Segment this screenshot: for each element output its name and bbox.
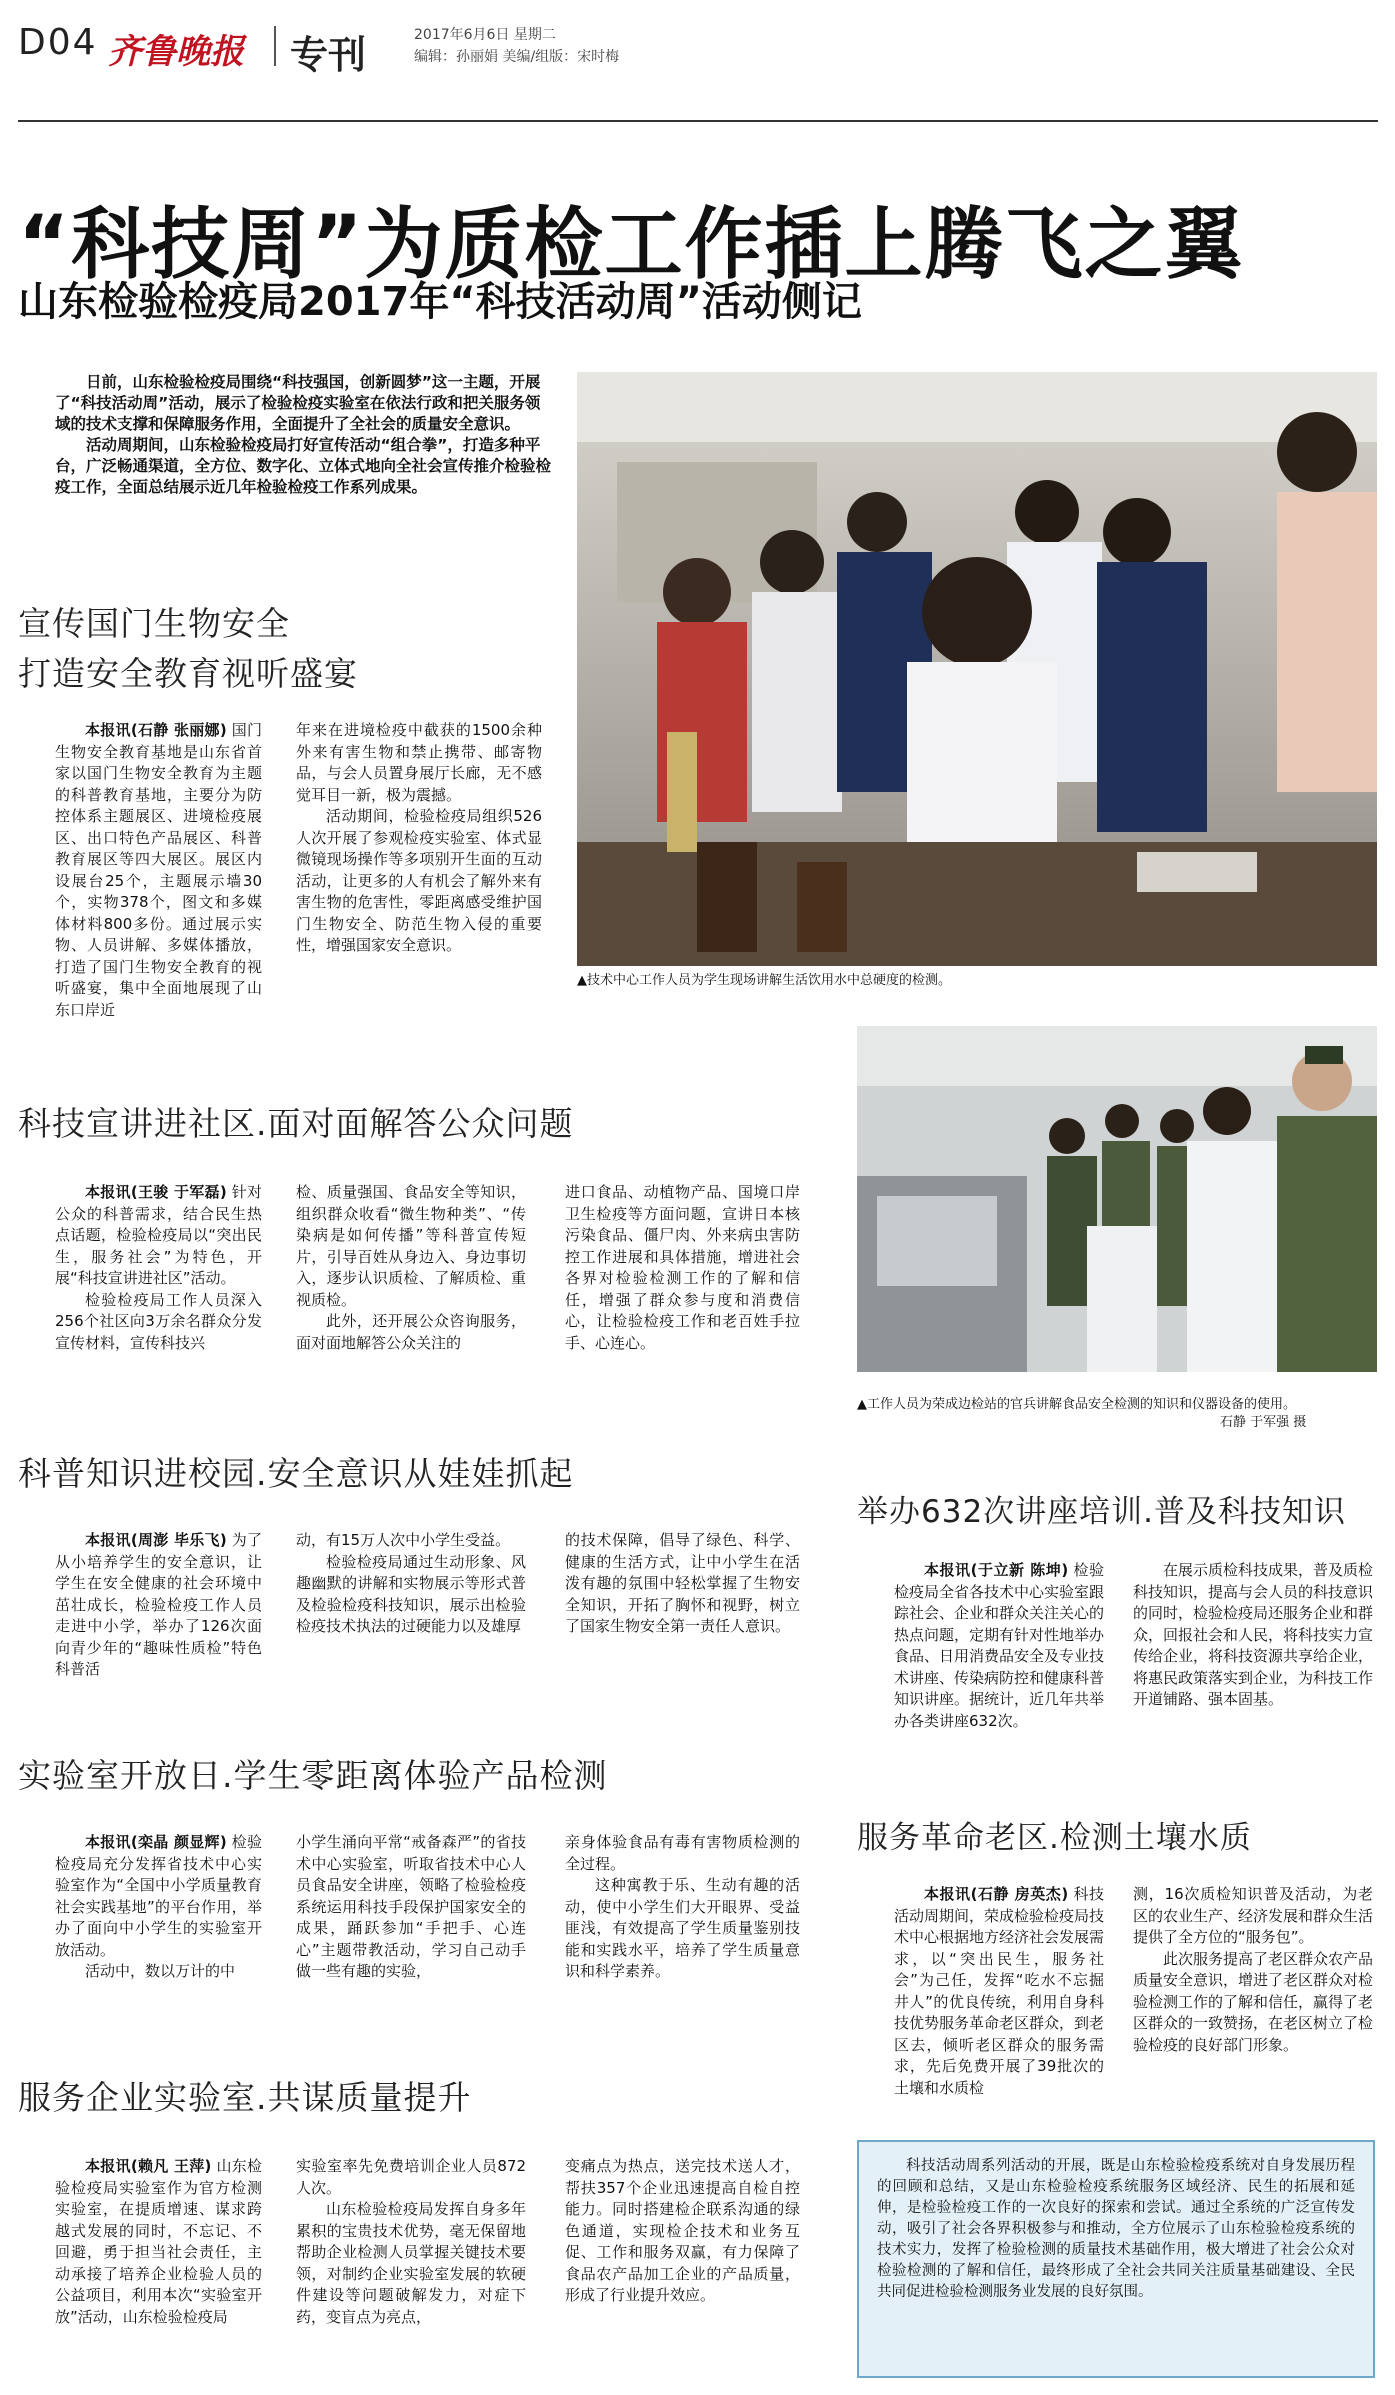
paragraph: 进口食品、动植物产品、国境口岸卫生检疫等方面问题，宣讲日本核污染食品、僵尸肉、外来病虫害防控工作进展和具体措施，增进社会各界对检验检测工作的了解和信任，增强了群众参与度和消费信心，让检验检疫工作和老百姓手拉手、心连心。: [565, 1183, 800, 1352]
border-guards-photo: [857, 1026, 1377, 1372]
article-column: [1133, 1884, 1373, 2056]
article-column: [55, 1182, 262, 1354]
section-title: 服务企业实验室.共谋质量提升: [18, 2078, 472, 2117]
article-column: [55, 1530, 262, 1681]
dateline: 本报讯(栾晶 颜显辉): [85, 1833, 227, 1851]
issue-date: 2017年6月6日 星期二: [414, 27, 556, 43]
section-title: 科技宣讲进社区.面对面解答公众问题: [18, 1104, 574, 1143]
article-column: [565, 2156, 800, 2307]
dateline: 本报讯(石静 房英杰): [924, 1885, 1069, 1903]
dateline: 本报讯(于立新 陈坤): [924, 1561, 1069, 1579]
paper-name: 齐鲁晚报: [108, 32, 244, 72]
paragraph: 实验室率先免费培训企业人员872人次。: [296, 2157, 526, 2197]
article-column: [296, 720, 542, 957]
paragraph: 测，16次质检知识普及活动，为老区的农业生产、经济发展和群众生活提供了全方位的“服务包”。: [1133, 1885, 1374, 1946]
masthead: [18, 22, 1378, 76]
paragraph: 在展示质检科技成果，普及质检科技知识，提高与会人员的科技意识的同时，检验检疫局还服务企业和群众，回报社会和人民，将科技实力宣传给企业，将科技资源共享给企业，将惠民政策落实到企业，为科技工作开道铺路、强本固基。: [1133, 1561, 1374, 1708]
photo2-caption: ▲工作人员为荣成边检站的官兵讲解食品安全检测的知识和仪器设备的使用。: [857, 1397, 1296, 1412]
paragraph: 这种寓教于乐、生动有趣的活动，使中小学生们大开眼界、受益匪浅，有效提高了学生质量鉴别技能和实践水平，培养了学生质量意识和科学素养。: [565, 1876, 800, 1980]
section-title: 科普知识进校园.安全意识从娃娃抓起: [18, 1454, 574, 1493]
section-title: 服务革命老区.检测土壤水质: [857, 1820, 1252, 1856]
article-column: [296, 1832, 526, 1983]
lead-paragraph: 活动周期间，山东检验检疫局打好宣传活动“组合拳”，打造多种平台，广泛畅通渠道，全方位、数字化、立体式地向全社会宣传推介检验检疫工作，全面总结展示近几年检验检疫工作系列成果。: [55, 436, 552, 496]
top-rule: [18, 120, 1378, 122]
article-column: [296, 2156, 526, 2328]
editor-credits: 编辑：孙丽娟 美编/组版：宋时梅: [414, 49, 620, 65]
paragraph: 本报讯(于立新 陈坤) 检验检疫局全省各技术中心实验室跟踪社会、企业和群众关注关心的热点问题，定期有针对性地举办食品、日用消费品安全及专业技术讲座、传染病防控和健康科普知识讲座。据统计，近几年共举办各类讲座632次。: [894, 1561, 1105, 1730]
section-name: 专刊: [290, 33, 367, 77]
dateline: 本报讯(周澎 毕乐飞): [85, 1531, 227, 1549]
summary-box: 科技活动周系列活动的开展，既是山东检验检疫系统对自身发展历程的回顾和总结，又是山东检验检疫系统服务区域经济、民生的拓展和延伸，是检验检疫工作的一次良好的探索和尝试。通过全系统的广泛宣传发动，吸引了社会各界积极参与和推动，全方位展示了山东检验检疫系统的技术实力，发挥了检验检测的质量技术基础作用，极大增进了社会公众对检验检测的了解和信任，最终形成了全社会共同关注质量基础建设、全民共同促进检验检测服务业发展的良好氛围。: [857, 2140, 1375, 2378]
paragraph: 检验检疫局通过生动形象、风趣幽默的讲解和实物展示等形式普及检验检疫科技知识，展示出检验检疫技术执法的过硬能力以及雄厚: [296, 1552, 526, 1635]
paragraph: 小学生涌向平常“戒备森严”的省技术中心实验室，听取省技术中心人员食品安全讲座，领略了检验检疫系统运用科技手段保护国家安全的成果，踊跃参加“手把手、心连心”主题带教活动，学习自己动手做一些有趣的实验，: [296, 1833, 526, 1980]
article-column: [296, 1182, 526, 1354]
paragraph: 活动期间，检验检疫局组织526人次开展了参观检疫实验室、体式显微镜现场操作等多项别开生面的互动活动，让更多的人有机会了解外来有害生物的危害性，零距离感受维护国门生物安全、防范生物入侵的重要性，增强国家安全意识。: [296, 807, 542, 954]
section-title: 宣传国门生物安全: [18, 604, 290, 643]
section-title: 打造安全教育视听盛宴: [18, 654, 358, 693]
paragraph: 此次服务提高了老区群众农产品质量安全意识，增进了老区群众对检验检测工作的了解和信任，赢得了老区群众的一致赞扬，在老区树立了检验检疫的良好部门形象。: [1133, 1949, 1374, 2054]
lab-students-photo: [577, 372, 1377, 966]
dateline: 本报讯(赖凡 王萍): [85, 2157, 212, 2175]
article-column: [296, 1530, 526, 1638]
paragraph: 检、质量强国、食品安全等知识，组织群众收看“微生物种类”、“传染病是如何传播”等科普宣传短片，引导百姓从身边入、身边事切入，逐步认识质检、了解质检、重视质检。: [296, 1183, 526, 1309]
article-column: [55, 1832, 262, 1983]
paragraph: 亲身体验食品有毒有害物质检测的全过程。: [565, 1833, 800, 1873]
paragraph: 变痛点为热点，送完技术送人才，帮扶357个企业迅速提高自检自控能力。同时搭建检企联系沟通的绿色通道，实现检企技术和业务互促、工作和服务双赢，有力保障了食品农产品加工企业的产品质量，形成了行业提升效应。: [565, 2157, 800, 2304]
article-column: [1133, 1560, 1373, 1711]
paragraph: 本报讯(王骏 于军磊) 针对公众的科普需求，结合民生热点话题，检验检疫局以“突出民生，服务社会”为特色，开展“科技宣讲进社区”活动。: [55, 1183, 262, 1287]
dateline: 本报讯(石静 张丽娜): [85, 721, 227, 739]
article-column: [565, 1832, 800, 1983]
paragraph: 山东检验检疫局发挥自身多年累积的宝贵技术优势，毫无保留地帮助企业检测人员掌握关键技术要领，对制约企业实验室发展的软硬件建设等问题破解发力，对症下药，变盲点为亮点，: [296, 2200, 526, 2326]
paragraph: 活动中，数以万计的中: [85, 1962, 236, 1980]
dateline: 本报讯(王骏 于军磊): [85, 1183, 227, 1201]
paragraph: 本报讯(周澎 毕乐飞) 为了从小培养学生的安全意识，让学生在安全健康的社会环境中茁壮成长，检验检疫工作人员走进中小学，举办了126次面向青少年的“趣味性质检”特色科普活: [55, 1531, 262, 1678]
section-title: 实验室开放日.学生零距离体验产品检测: [18, 1756, 608, 1795]
article-column: [565, 1530, 800, 1638]
article-column: [55, 2156, 262, 2328]
lead-paragraph: 日前，山东检验检疫局围绕“科技强国，创新圆梦”这一主题，开展了“科技活动周”活动，展示了检验检疫实验室在依法行政和把关服务领域的技术支撑和保障服务作用，全面提升了全社会的质量安全意识。: [55, 373, 541, 433]
section-title: 举办632次讲座培训.普及科技知识: [857, 1494, 1347, 1530]
paragraph: 本报讯(石静 张丽娜) 国门生物安全教育基地是山东省首家以国门生物安全教育为主题的科普教育基地，主要分为防控体系主题展区、进境检疫展区、出口特色产品展区、科普教育展区等四大展区。展区内设展台25个，主题展示墙30个，实物378个，图文和多媒体材料800多份。通过展示实物、人员讲解、多媒体播放，打造了国门生物安全教育的视听盛宴，集中全面地展现了山东口岸近: [55, 721, 262, 1019]
article-column: [894, 1884, 1104, 2099]
article-column: [894, 1560, 1104, 1732]
headline: “科技周”为质检工作插上腾飞之翼: [18, 200, 1245, 290]
paragraph: 本报讯(栾晶 颜显辉) 检验检疫局充分发挥省技术中心实验室作为“全国中小学质量教育社会实践基地”的平台作用，举办了面向中小学生的实验室开放活动。: [55, 1833, 262, 1959]
lead-paragraphs: [55, 372, 555, 498]
article-column: [565, 1182, 800, 1354]
paragraph: 年来在进境检疫中截获的1500余种外来有害生物和禁止携带、邮寄物品，与会人员置身展厅长廊，无不感觉耳目一新，极为震撼。: [296, 721, 542, 804]
photo2-credit: 石静 于军强 摄: [1220, 1415, 1307, 1430]
paragraph: 本报讯(石静 房英杰) 科技活动周期间，荣成检验检疫局技术中心根据地方经济社会发展需求，以“突出民生，服务社会”为己任，发挥“吃水不忘掘井人”的优良传统，利用自身科技优势服务革命老区群众，到老区去，倾听老区群众的服务需求，先后免费开展了39批次的土壤和水质检: [894, 1885, 1105, 2097]
article-column: [55, 720, 262, 1021]
masthead-divider: [274, 26, 276, 66]
paragraph: 的技术保障，倡导了绿色、科学、健康的生活方式，让中小学生在活泼有趣的氛围中轻松掌握了生物安全知识，开拓了胸怀和视野，树立了国家生物安全第一责任人意识。: [565, 1531, 800, 1635]
paragraph: 此外，还开展公众咨询服务，面对面地解答公众关注的: [296, 1312, 526, 1352]
subheadline: 山东检验检疫局2017年“科技活动周”活动侧记: [18, 279, 862, 325]
paragraph: 本报讯(赖凡 王萍) 山东检验检疫局实验室作为官方检测实验室，在提质增速、谋求跨越式发展的同时，不忘记、不回避，勇于担当社会责任，主动承接了培养企业检验人员的公益项目，利用本次“实验室开放”活动，山东检验检疫局: [55, 2157, 262, 2326]
photo1-caption: ▲技术中心工作人员为学生现场讲解生活饮用水中总硬度的检测。: [577, 973, 951, 988]
paragraph: 检验检疫局工作人员深入256个社区向3万余名群众分发宣传材料，宣传科技兴: [55, 1290, 262, 1352]
page-number: D04: [18, 22, 98, 63]
paragraph: 动，有15万人次中小学生受益。: [296, 1531, 511, 1549]
